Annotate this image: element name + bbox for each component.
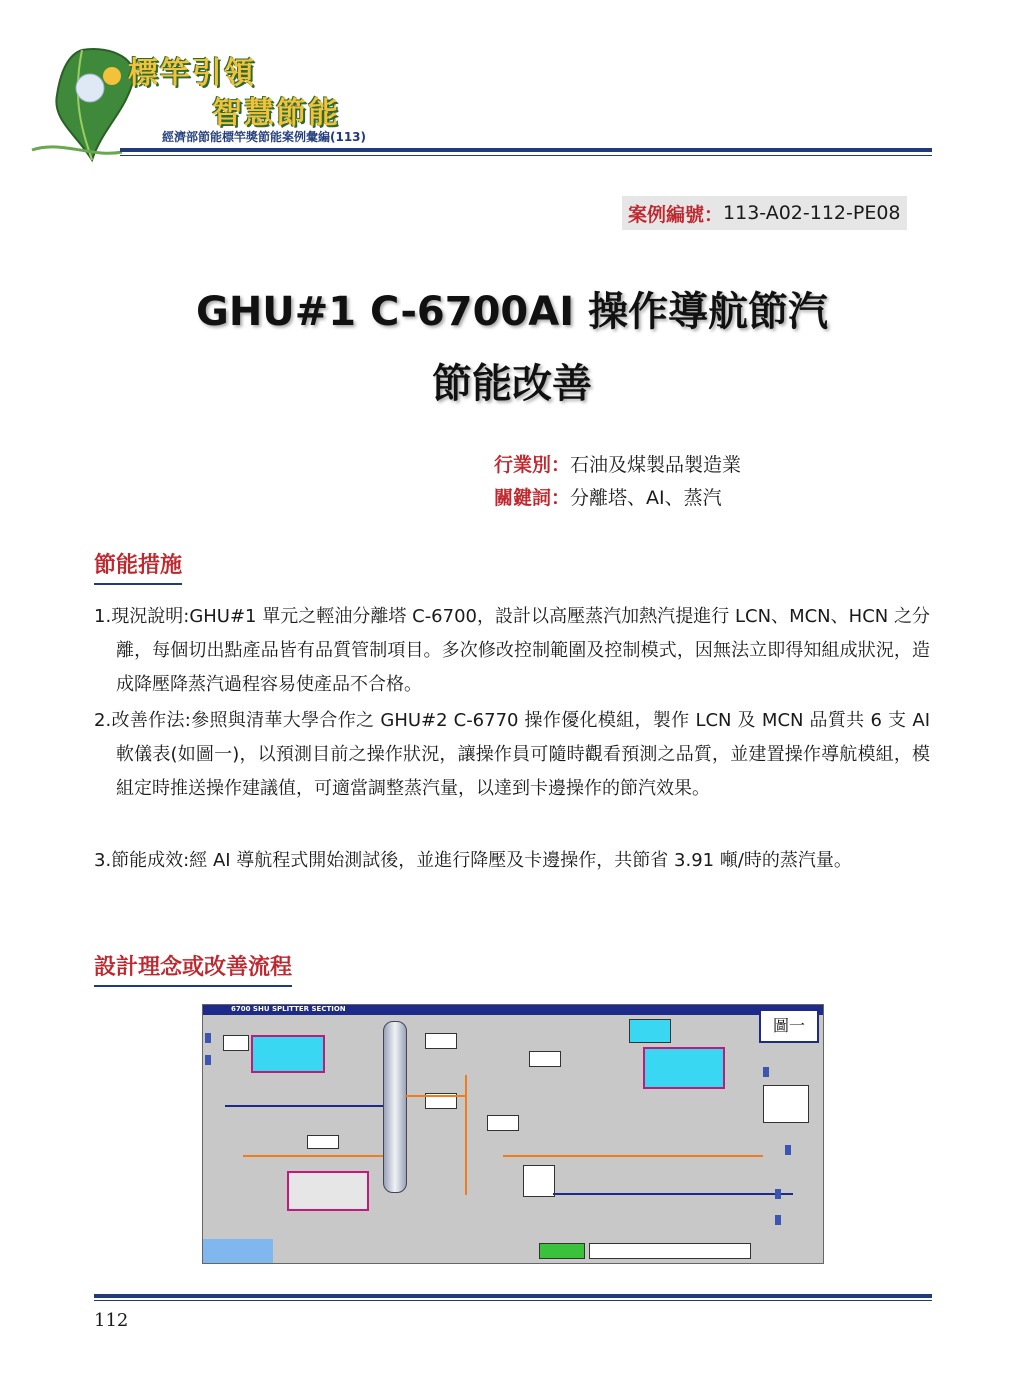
stream-tag bbox=[775, 1215, 781, 1225]
stream-tag bbox=[205, 1055, 211, 1065]
footer-rule-thin bbox=[94, 1300, 932, 1301]
keywords-label: 關鍵詞： bbox=[494, 487, 571, 509]
paragraph-status bbox=[94, 600, 930, 702]
ai-panel-left bbox=[251, 1035, 325, 1073]
value-table bbox=[523, 1165, 555, 1197]
industry-label: 行業別： bbox=[494, 454, 571, 476]
value-box bbox=[307, 1135, 339, 1149]
ai-panel-right bbox=[643, 1047, 725, 1089]
flow-line bbox=[225, 1105, 383, 1107]
paragraph-text: 1.現況說明:GHU#1 單元之輕油分離塔 C-6700，設計以高壓蒸汽加熱汽提進行 LCN、MCN、HCN 之分離，每個切出點產品皆有品質管制項目。多次修改控制範圍及控制模式，因無法立即得知組成狀況，造成降壓降蒸汽過程容易使產品不合格。 bbox=[94, 606, 930, 695]
ai-panel-bottom bbox=[287, 1171, 369, 1211]
page-number: 112 bbox=[94, 1310, 129, 1331]
figure-label: 圖一 bbox=[759, 1009, 819, 1043]
page-title-line2: 節能改善 bbox=[432, 361, 592, 407]
paragraph-text: 2.改善作法:參照與清華大學合作之 GHU#2 C-6770 操作優化模組，製作 LCN 及 MCN 品質共 6 支 AI 軟儀表(如圖一)，以預測目前之操作狀況，讓操作員可隨時觀看預測之品質，並建置操作導航模組，模組定時推送操作建議值，可適當調整蒸汽量，以達到卡邊操作的節汽效果。 bbox=[94, 710, 930, 799]
status-message-bar bbox=[589, 1243, 751, 1259]
stream-tag bbox=[763, 1067, 769, 1077]
case-number-box bbox=[622, 196, 907, 230]
flow-line bbox=[243, 1155, 383, 1157]
flow-line bbox=[405, 1095, 465, 1097]
status-box bbox=[629, 1019, 671, 1043]
stream-tag bbox=[205, 1033, 211, 1043]
flow-line bbox=[553, 1193, 793, 1195]
industry-row bbox=[494, 450, 741, 477]
paragraph-method bbox=[94, 704, 930, 806]
value-table bbox=[763, 1085, 809, 1123]
industry-value: 石油及煤製品製造業 bbox=[570, 454, 742, 476]
logo-slogan-line2: 智慧節能 bbox=[212, 96, 340, 131]
stream-tag bbox=[785, 1145, 791, 1155]
value-box bbox=[425, 1033, 457, 1049]
value-box bbox=[223, 1035, 249, 1051]
section-heading-design: 設計理念或改善流程 bbox=[94, 950, 292, 987]
value-box bbox=[487, 1115, 519, 1131]
header-rule bbox=[120, 148, 932, 152]
case-number-value: 113-A02-112-PE08 bbox=[723, 202, 901, 224]
distillation-tower-icon bbox=[383, 1021, 407, 1193]
arrow-buttons bbox=[539, 1243, 585, 1259]
flow-line bbox=[503, 1155, 763, 1157]
logo-slogan-line1: 標竿引領 bbox=[128, 56, 256, 91]
keywords-row bbox=[494, 483, 722, 510]
case-number-label: 案例編號： bbox=[628, 203, 724, 226]
navigation-buttons bbox=[203, 1239, 273, 1263]
header-rule-thin bbox=[120, 155, 932, 156]
value-box bbox=[529, 1051, 561, 1067]
footer-rule bbox=[94, 1294, 932, 1298]
dcs-process-screenshot bbox=[202, 1004, 824, 1264]
section-heading-measures: 節能措施 bbox=[94, 548, 182, 585]
paragraph-text: 3.節能成效:經 AI 導航程式開始測試後，並進行降壓及卡邊操作，共節省 3.91 噸/時的蒸汽量。 bbox=[94, 850, 852, 871]
header-subtitle: 經濟部節能標竿獎節能案例彙編(113) bbox=[162, 130, 367, 144]
page-title-line1: GHU#1 C-6700AI 操作導航節汽 bbox=[195, 289, 829, 335]
keywords-value: 分離塔、AI、蒸汽 bbox=[570, 487, 722, 509]
paragraph-result bbox=[94, 844, 930, 878]
figure-header-text: 6700 SHU SPLITTER SECTION bbox=[231, 1005, 346, 1013]
flow-line bbox=[465, 1075, 467, 1195]
stream-tag bbox=[775, 1189, 781, 1199]
